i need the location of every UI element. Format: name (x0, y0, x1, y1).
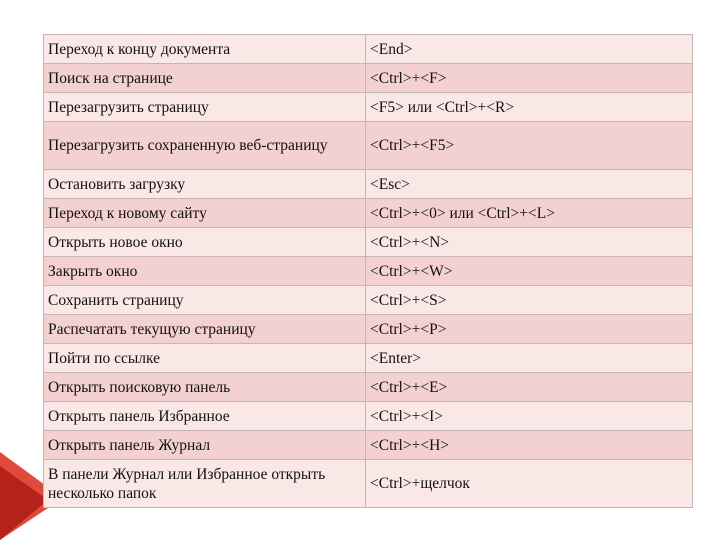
table-row (44, 286, 693, 315)
shortcut-cell: <Ctrl>+<W> (366, 257, 693, 286)
action-cell: Переход к концу документа (44, 35, 366, 64)
shortcut-cell: <Ctrl>+щелчок (366, 460, 693, 508)
shortcut-cell: <Ctrl>+<P> (366, 315, 693, 344)
shortcut-cell: <Ctrl>+<F5> (366, 122, 693, 170)
action-cell: Открыть панель Журнал (44, 431, 366, 460)
action-cell: Остановить загрузку (44, 170, 366, 199)
shortcut-cell: <Ctrl>+<H> (366, 431, 693, 460)
action-cell: Перезагрузить сохраненную веб-страницу (44, 122, 366, 170)
action-cell: Распечатать текущую страницу (44, 315, 366, 344)
shortcut-cell: <Ctrl>+<I> (366, 402, 693, 431)
table-row (44, 64, 693, 93)
table-row (44, 402, 693, 431)
action-cell: Сохранить страницу (44, 286, 366, 315)
shortcut-cell: <Ctrl>+<0> или <Ctrl>+<L> (366, 199, 693, 228)
shortcut-cell: <Enter> (366, 344, 693, 373)
shortcut-cell: <Ctrl>+<S> (366, 286, 693, 315)
table-row (44, 199, 693, 228)
table-row (44, 122, 693, 170)
shortcut-cell: <End> (366, 35, 693, 64)
action-cell: В панели Журнал или Избранное открыть несколько папок (44, 460, 366, 508)
table-row (44, 93, 693, 122)
table-row (44, 344, 693, 373)
table-row (44, 257, 693, 286)
action-cell: Закрыть окно (44, 257, 366, 286)
shortcut-cell: <Esc> (366, 170, 693, 199)
shortcut-cell: <Ctrl>+<F> (366, 64, 693, 93)
shortcut-cell: <Ctrl>+<N> (366, 228, 693, 257)
table-row (44, 315, 693, 344)
table-row (44, 170, 693, 199)
table-row (44, 373, 693, 402)
action-cell: Переход к новому сайту (44, 199, 366, 228)
action-cell: Открыть поисковую панель (44, 373, 366, 402)
action-cell: Открыть панель Избранное (44, 402, 366, 431)
keyboard-shortcuts-table (43, 34, 693, 508)
shortcut-cell: <F5> или <Ctrl>+<R> (366, 93, 693, 122)
table-row (44, 228, 693, 257)
shortcut-cell: <Ctrl>+<E> (366, 373, 693, 402)
action-cell: Поиск на странице (44, 64, 366, 93)
action-cell: Пойти по ссылке (44, 344, 366, 373)
table-row (44, 35, 693, 64)
table-row (44, 431, 693, 460)
table-row (44, 460, 693, 508)
action-cell: Открыть новое окно (44, 228, 366, 257)
action-cell: Перезагрузить страницу (44, 93, 366, 122)
